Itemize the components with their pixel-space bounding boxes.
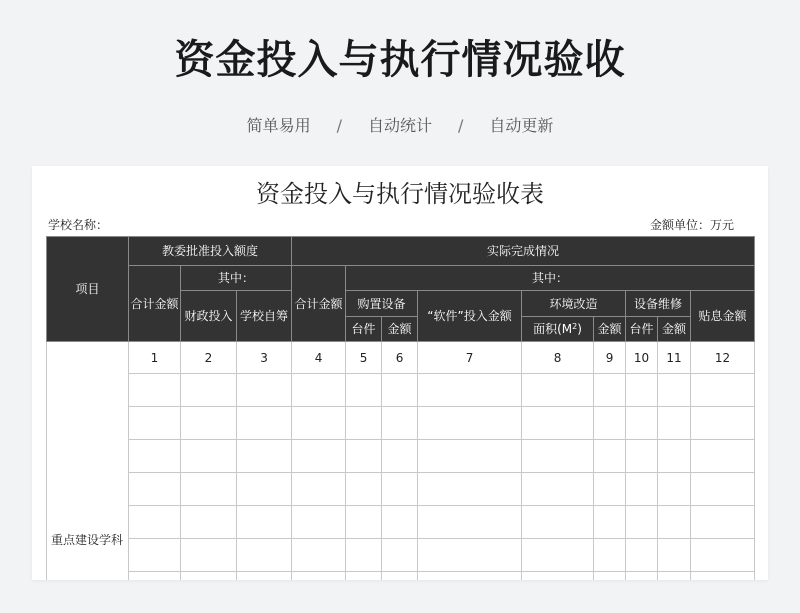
- header-environment-amount: 金额: [594, 317, 626, 342]
- table-cell[interactable]: [594, 407, 626, 440]
- table-cell[interactable]: [522, 572, 594, 581]
- table-cell[interactable]: [292, 407, 346, 440]
- table-row: [47, 539, 755, 572]
- table-cell[interactable]: [626, 407, 658, 440]
- table-cell[interactable]: [691, 440, 755, 473]
- table-cell[interactable]: [129, 506, 181, 539]
- table-cell[interactable]: [181, 506, 237, 539]
- acceptance-table: [46, 236, 755, 580]
- table-cell[interactable]: [522, 407, 594, 440]
- table-cell[interactable]: [181, 539, 237, 572]
- sheet-title: 资金投入与执行情况验收表: [256, 180, 544, 208]
- table-cell[interactable]: [129, 440, 181, 473]
- column-number[interactable]: 7: [418, 342, 522, 374]
- table-row: [47, 407, 755, 440]
- table-cell[interactable]: [346, 506, 382, 539]
- table-cell[interactable]: [292, 572, 346, 581]
- header-project: 项目: [47, 237, 129, 342]
- table-row: [47, 473, 755, 506]
- table-cell[interactable]: [594, 440, 626, 473]
- table-cell[interactable]: [237, 407, 292, 440]
- column-number[interactable]: 5: [346, 342, 382, 374]
- column-number[interactable]: 8: [522, 342, 594, 374]
- table-cell[interactable]: [181, 407, 237, 440]
- header-purchase-amount: 金额: [382, 317, 418, 342]
- table-cell[interactable]: [522, 440, 594, 473]
- column-number[interactable]: 1: [129, 342, 181, 374]
- table-cell[interactable]: [237, 506, 292, 539]
- table-cell[interactable]: [691, 374, 755, 407]
- table-cell[interactable]: [594, 506, 626, 539]
- table-cell[interactable]: [292, 539, 346, 572]
- tag-separator: /: [458, 116, 464, 135]
- table-cell[interactable]: [237, 539, 292, 572]
- table-cell[interactable]: [346, 539, 382, 572]
- table-cell[interactable]: [346, 374, 382, 407]
- table-cell[interactable]: [181, 473, 237, 506]
- table-cell[interactable]: [129, 539, 181, 572]
- table-cell[interactable]: [658, 506, 691, 539]
- table-cell[interactable]: [691, 539, 755, 572]
- column-number[interactable]: 11: [658, 342, 691, 374]
- table-cell[interactable]: [382, 440, 418, 473]
- table-cell[interactable]: [626, 473, 658, 506]
- table-cell[interactable]: [626, 506, 658, 539]
- table-cell[interactable]: [418, 539, 522, 572]
- table-cell[interactable]: [658, 374, 691, 407]
- table-cell[interactable]: [292, 473, 346, 506]
- header-subsidy: 贴息金额: [691, 291, 755, 342]
- table-cell[interactable]: [181, 440, 237, 473]
- table-cell[interactable]: [658, 539, 691, 572]
- table-row: [47, 572, 755, 581]
- table-cell[interactable]: [382, 407, 418, 440]
- column-number[interactable]: 12: [691, 342, 755, 374]
- table-cell[interactable]: [129, 407, 181, 440]
- header-approved-total: 合计金额: [129, 266, 181, 342]
- header-purchase-sets: 台件: [346, 317, 382, 342]
- tagline: [0, 113, 800, 136]
- table-cell[interactable]: [129, 473, 181, 506]
- table-cell[interactable]: [292, 506, 346, 539]
- table-cell[interactable]: [691, 506, 755, 539]
- table-cell[interactable]: [237, 374, 292, 407]
- row-label-key-discipline[interactable]: 重点建设学科: [47, 342, 129, 581]
- table-cell[interactable]: [418, 572, 522, 581]
- header-maintenance-amount: 金额: [658, 317, 691, 342]
- column-number[interactable]: 3: [237, 342, 292, 374]
- table-cell[interactable]: [594, 572, 626, 581]
- table-row: [47, 374, 755, 407]
- table-cell[interactable]: [522, 374, 594, 407]
- table-cell[interactable]: [691, 572, 755, 581]
- table-cell[interactable]: [346, 440, 382, 473]
- table-cell[interactable]: [658, 572, 691, 581]
- table-cell[interactable]: [626, 374, 658, 407]
- column-number[interactable]: 9: [594, 342, 626, 374]
- table-cell[interactable]: [658, 440, 691, 473]
- column-number[interactable]: 6: [382, 342, 418, 374]
- table-cell[interactable]: [522, 473, 594, 506]
- tag-easy: 简单易用: [246, 116, 311, 135]
- table-cell[interactable]: [382, 473, 418, 506]
- header-actual-of-which: 其中：: [346, 266, 755, 291]
- tag-auto-stats: 自动统计: [367, 116, 432, 135]
- header-area: 面积$(M^2)$: [522, 317, 594, 342]
- table-cell[interactable]: [626, 539, 658, 572]
- table-cell[interactable]: [626, 440, 658, 473]
- header-maintenance-sets: 台件: [626, 317, 658, 342]
- table-row: [47, 506, 755, 539]
- header-actual-total: 合计金额: [292, 266, 346, 342]
- table-cell[interactable]: [594, 374, 626, 407]
- table-cell[interactable]: [237, 440, 292, 473]
- table-cell[interactable]: [418, 374, 522, 407]
- amount-unit-label: 金额单位：万元: [649, 218, 734, 232]
- tag-auto-update: 自动更新: [489, 116, 554, 135]
- table-cell[interactable]: [346, 473, 382, 506]
- table-cell[interactable]: [418, 506, 522, 539]
- table-cell[interactable]: [594, 473, 626, 506]
- table-cell[interactable]: [346, 572, 382, 581]
- table-cell[interactable]: [237, 572, 292, 581]
- header-actual: 实际完成情况: [292, 237, 755, 266]
- column-number[interactable]: 4: [292, 342, 346, 374]
- table-cell[interactable]: [181, 572, 237, 581]
- table-row: [47, 440, 755, 473]
- table-cell[interactable]: [292, 440, 346, 473]
- table-cell[interactable]: [129, 374, 181, 407]
- table-cell[interactable]: [382, 374, 418, 407]
- table-cell[interactable]: [292, 374, 346, 407]
- table-cell[interactable]: [594, 539, 626, 572]
- table-cell[interactable]: [658, 407, 691, 440]
- header-environment: 环境改造: [522, 291, 626, 317]
- table-cell[interactable]: [418, 407, 522, 440]
- page-title: 资金投入与执行情况验收: [174, 37, 626, 83]
- table-cell[interactable]: [522, 506, 594, 539]
- header-software: “软件”投入金额: [418, 291, 522, 342]
- table-cell[interactable]: [418, 440, 522, 473]
- header-approved: 教委批准投入额度: [129, 237, 292, 266]
- school-name-label: 学校名称：: [48, 218, 109, 232]
- table-cell[interactable]: [237, 473, 292, 506]
- table-cell[interactable]: [691, 407, 755, 440]
- table-cell[interactable]: [418, 473, 522, 506]
- table-cell[interactable]: [382, 539, 418, 572]
- table-cell[interactable]: [382, 506, 418, 539]
- table-cell[interactable]: [181, 374, 237, 407]
- table-cell[interactable]: [658, 473, 691, 506]
- column-number[interactable]: 2: [181, 342, 237, 374]
- table-cell[interactable]: [691, 473, 755, 506]
- header-finance: 财政投入: [181, 291, 237, 342]
- table-cell[interactable]: [382, 572, 418, 581]
- table-cell[interactable]: [522, 539, 594, 572]
- header-maintenance: 设备维修: [626, 291, 691, 317]
- tag-separator: /: [336, 116, 342, 135]
- table-cell[interactable]: [129, 572, 181, 581]
- header-approved-of-which: 其中：: [181, 266, 292, 291]
- header-self-raised: 学校自筹: [237, 291, 292, 342]
- table-cell[interactable]: [626, 572, 658, 581]
- column-number[interactable]: 10: [626, 342, 658, 374]
- spreadsheet-card: [32, 166, 768, 580]
- table-cell[interactable]: [346, 407, 382, 440]
- header-purchase: 购置设备: [346, 291, 418, 317]
